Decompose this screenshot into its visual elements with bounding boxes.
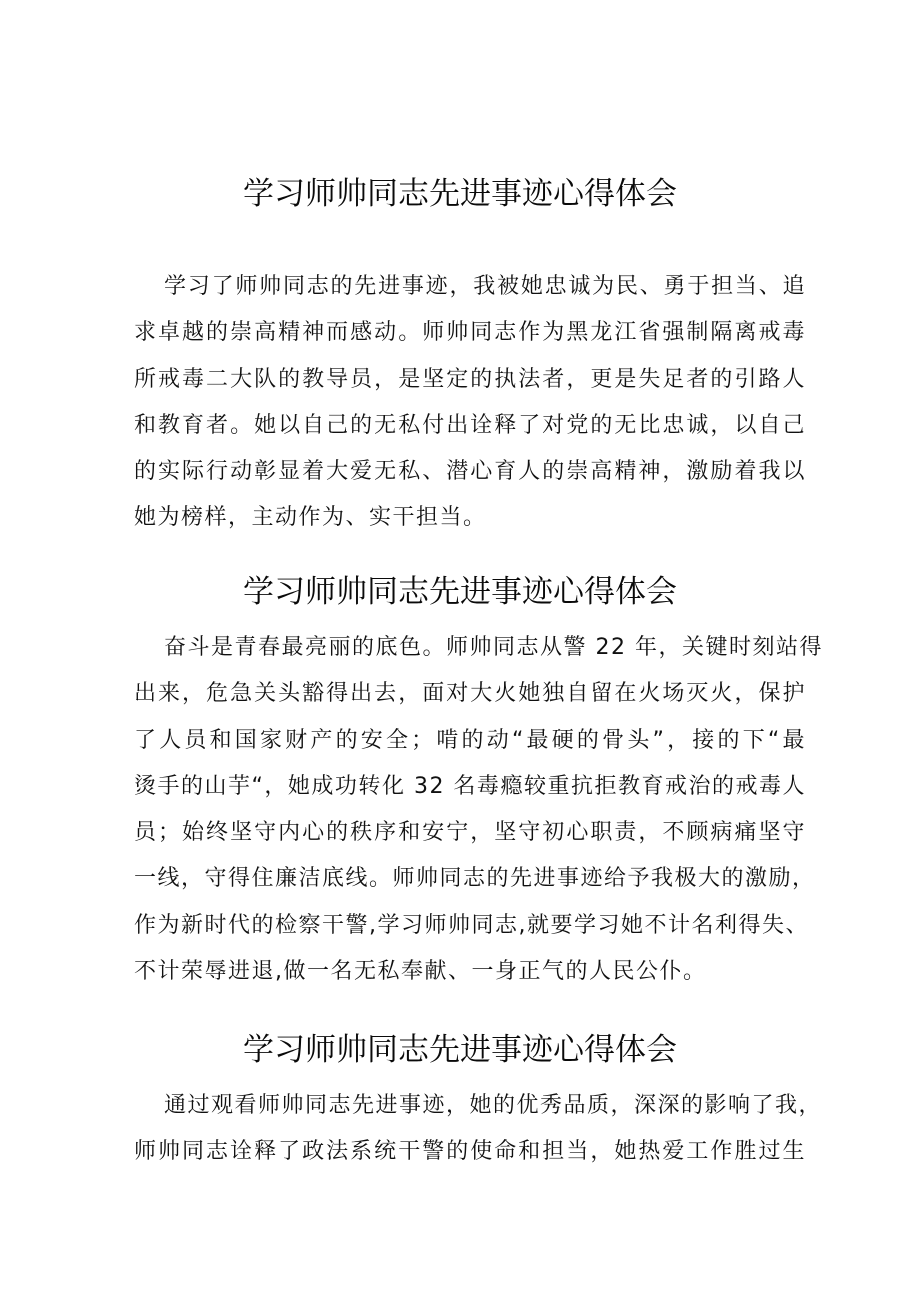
paragraph-line: 作为新时代的检察干警,学习师帅同志,就要学习她不计名利得失、 (134, 912, 809, 938)
paragraph-line: 了人员和国家财产的安全；啃的动“最硬的骨头”，接的下“最 (134, 727, 806, 753)
section-1-heading: 学习师帅同志先进事迹心得体会 (243, 176, 677, 212)
section-2-heading: 学习师帅同志先进事迹心得体会 (243, 574, 677, 610)
paragraph-line: 所戒毒二大队的教导员，是坚定的执法者，更是失足者的引路人 (134, 366, 806, 392)
paragraph-line: 奋斗是青春最亮丽的底色。师帅同志从警 22 年，关键时刻站得 (164, 635, 823, 660)
paragraph-line: 烫手的山芋“，她成功转化 32 名毒瘾较重抗拒教育戒治的戒毒人 (134, 773, 806, 799)
paragraph-line: 和教育者。她以自己的无私付出诠释了对党的无比忠诚，以自己 (134, 412, 806, 438)
section-2-paragraph (134, 625, 823, 995)
paragraph-line: 求卓越的崇高精神而感动。师帅同志作为黑龙江省强制隔离戒毒 (134, 320, 806, 346)
paragraph-line: 通过观看师帅同志先进事迹，她的优秀品质，深深的影响了我， (164, 1093, 823, 1118)
paragraph-line: 不计荣辱进退,做一名无私奉献、一身正气的人民公仆。 (134, 959, 707, 985)
paragraph-line: 出来，危急关头豁得出去，面对大火她独自留在火场灭火，保护 (134, 681, 806, 707)
section-3-heading: 学习师帅同志先进事迹心得体会 (243, 1032, 677, 1068)
paragraph-line: 她为榜样，主动作为、实干担当。 (134, 505, 487, 531)
section-1-paragraph (134, 264, 806, 542)
paragraph-line: 员；始终坚守内心的秩序和安宁，坚守初心职责，不顾病痛坚守 (134, 820, 806, 846)
paragraph-line: 师帅同志诠释了政法系统干警的使命和担当，她热爱工作胜过生 (134, 1139, 806, 1165)
paragraph-line: 学习了师帅同志的先进事迹，我被她忠诚为民、勇于担当、追 (164, 274, 806, 299)
section-3-paragraph (134, 1083, 823, 1176)
paragraph-line: 的实际行动彰显着大爱无私、潜心育人的崇高精神，激励着我以 (134, 459, 806, 485)
paragraph-line: 一线，守得住廉洁底线。师帅同志的先进事迹给予我极大的激励， (134, 866, 816, 892)
